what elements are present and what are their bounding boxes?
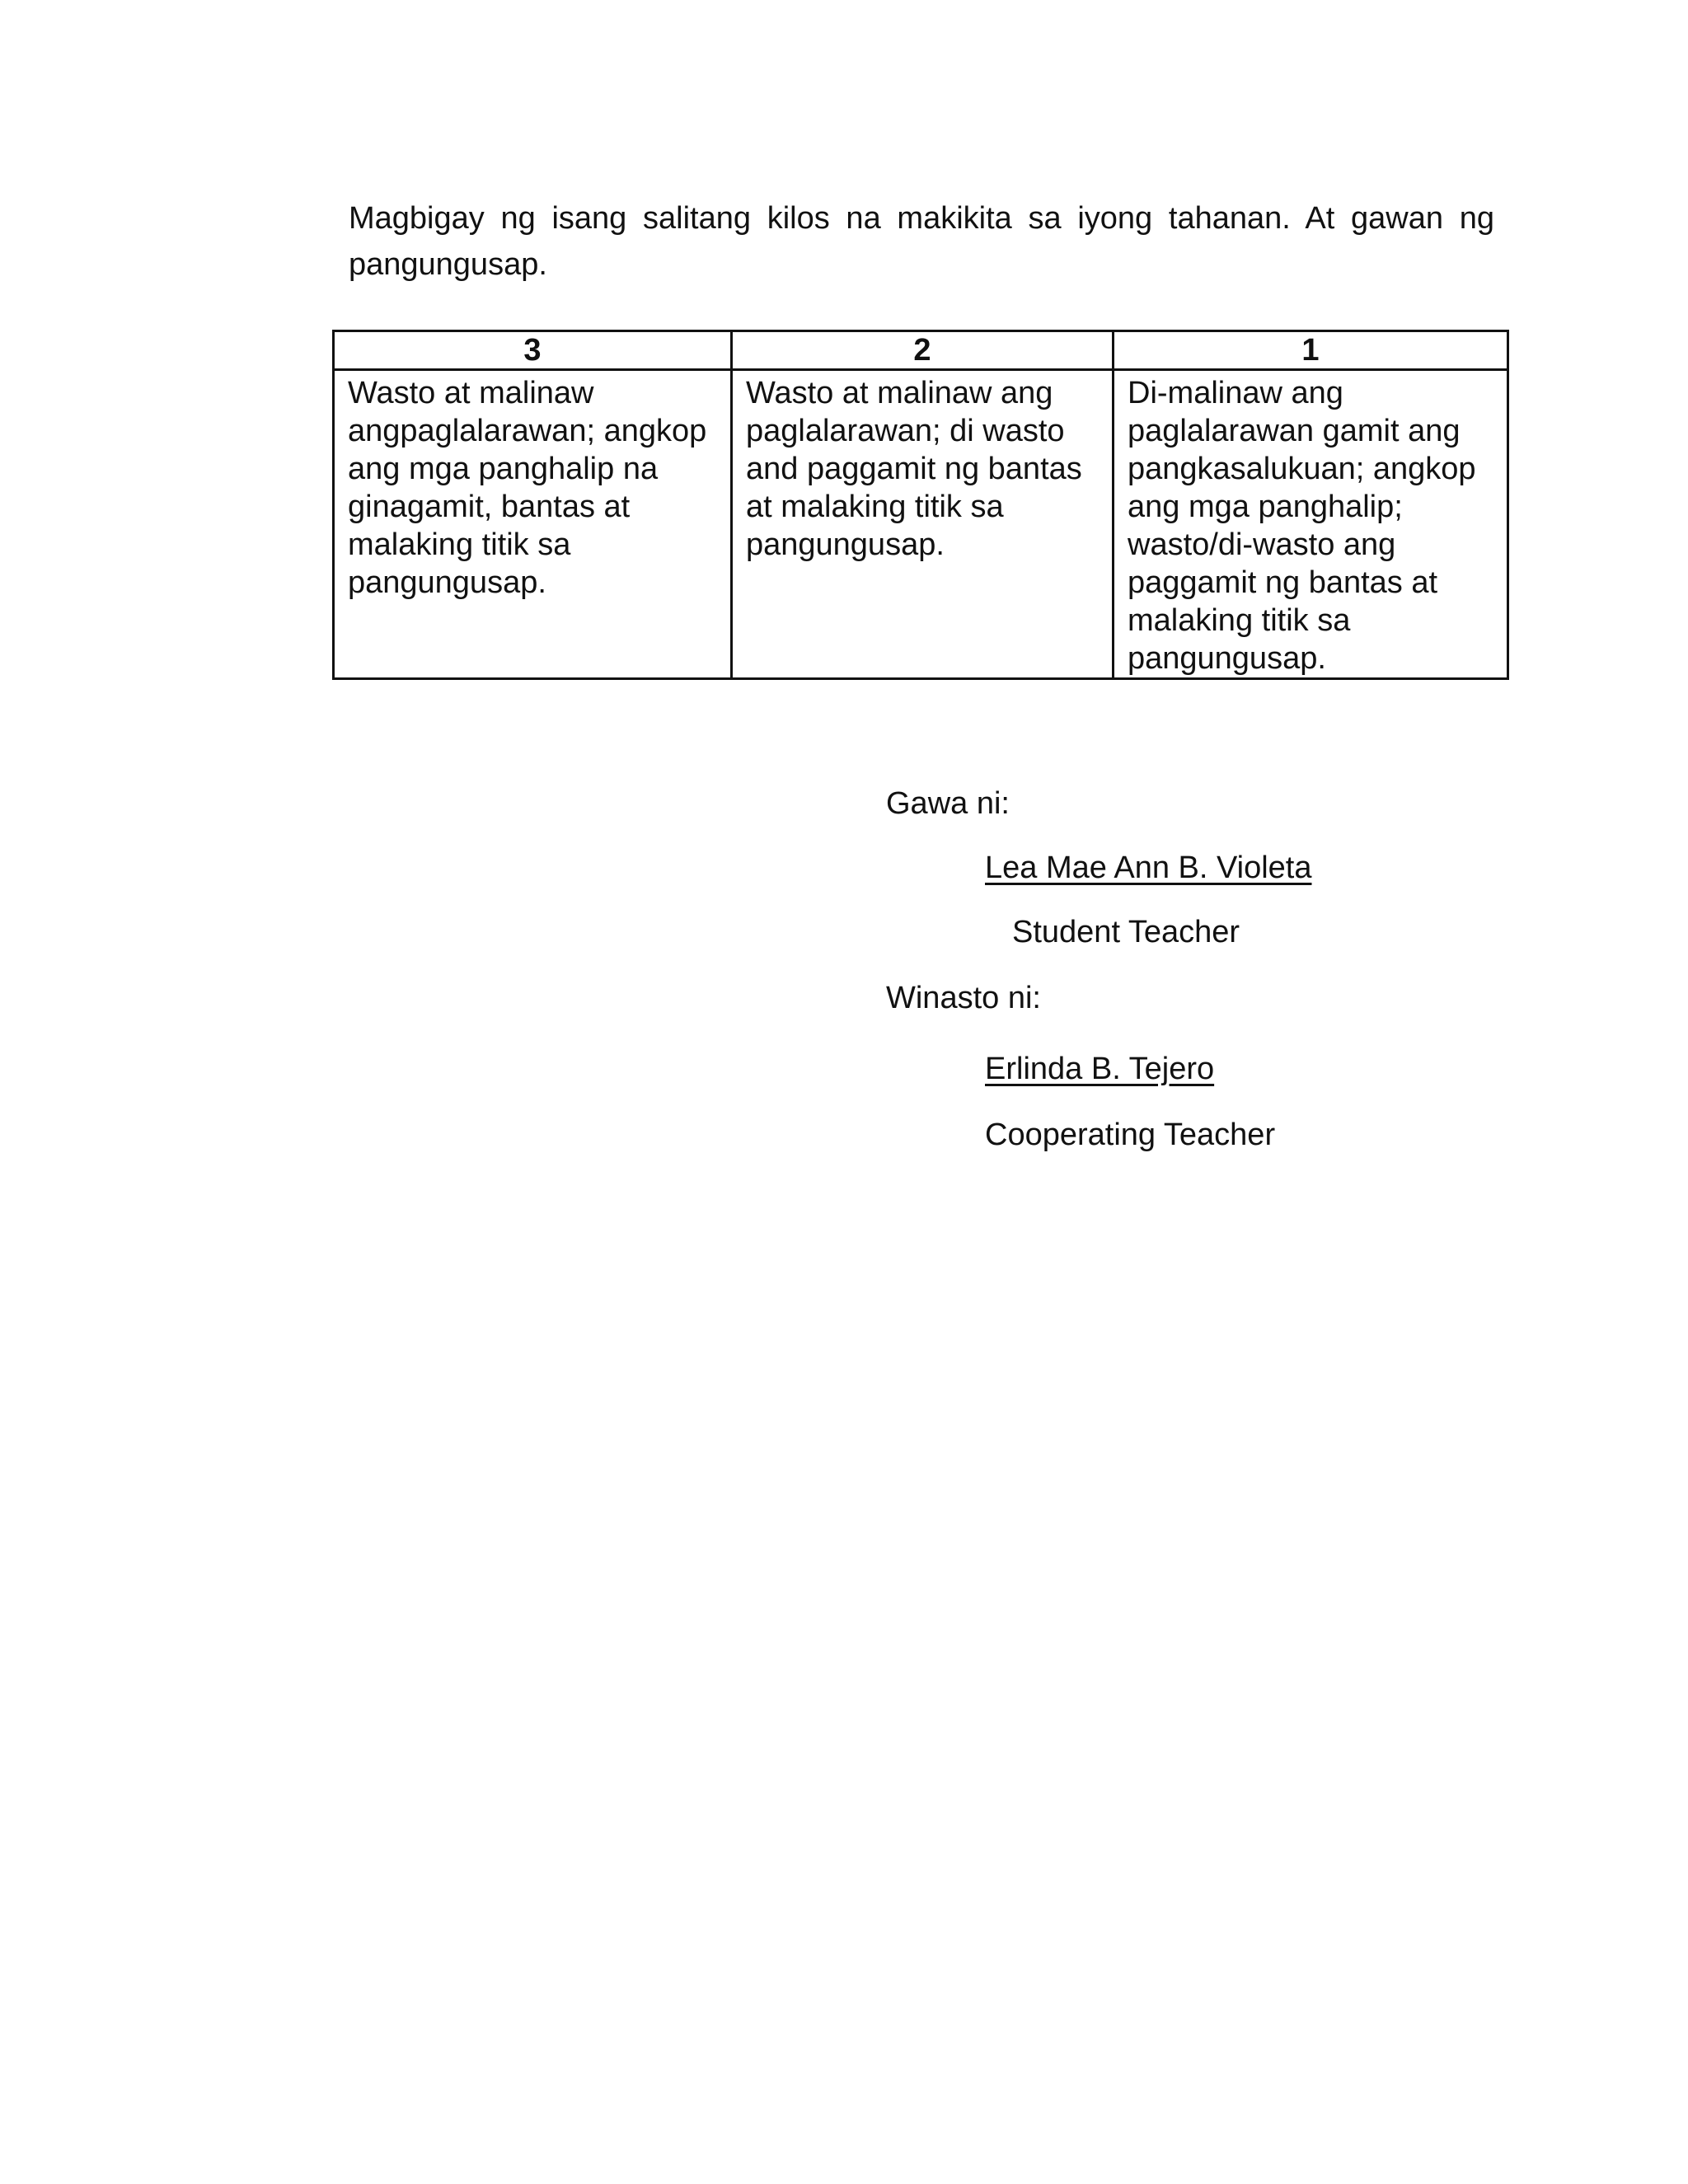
- rubric-header-score-3: 3: [334, 331, 732, 370]
- rubric-cell-score-1: Di-malinaw ang paglalarawan gamit ang pangkasalukuan; angkop ang mga panghalip; wasto/di-wasto ang paggamit ng bantas at malaking titik sa pangungusap.: [1114, 370, 1508, 679]
- checked-by-name: Erlinda B. Tejero: [985, 1052, 1215, 1086]
- rubric-criteria-row: [334, 370, 1508, 679]
- rubric-header-score-1: 1: [1114, 331, 1508, 370]
- rubric-cell-score-2: Wasto at malinaw ang paglalarawan; di wasto and paggamit ng bantas at malaking titik sa pangungusap.: [732, 370, 1114, 679]
- rubric-header-score-2: 2: [732, 331, 1114, 370]
- prepared-by-role: Student Teacher: [1012, 915, 1240, 949]
- prepared-by-label: Gawa ni:: [886, 786, 1010, 821]
- checked-by-label: Winasto ni:: [886, 981, 1041, 1015]
- rubric-cell-score-3: Wasto at malinaw angpaglalarawan; angkop ang mga panghalip na ginagamit, bantas at malaking titik sa pangungusap.: [334, 370, 732, 679]
- prepared-by-name: Lea Mae Ann B. Violeta: [985, 851, 1312, 885]
- rubric-table: [332, 330, 1509, 680]
- instruction-text: Magbigay ng isang salitang kilos na makikita sa iyong tahanan. At gawan ng pangungusap.: [349, 201, 1494, 282]
- checked-by-role: Cooperating Teacher: [985, 1118, 1276, 1152]
- rubric-header-row: [334, 331, 1508, 370]
